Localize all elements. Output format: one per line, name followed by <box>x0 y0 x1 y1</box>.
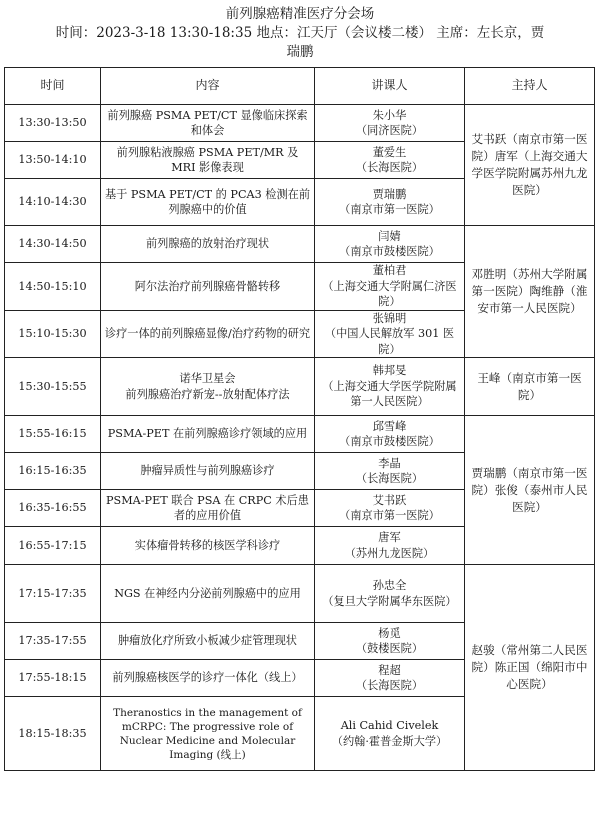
session-speaker <box>315 660 465 697</box>
speaker-name: 朱小华 <box>372 108 407 122</box>
session-info-line1: 时间：2023-3-18 13:30-18:35 地点：江天厅（会议楼二楼） 主席：左长京，贾 <box>55 25 545 41</box>
session-time: 13:30-13:50 <box>5 105 101 142</box>
speaker-affiliation: （南京市鼓楼医院） <box>339 245 440 258</box>
session-time: 14:50-15:10 <box>5 263 101 311</box>
speaker-name: 邱雪峰 <box>372 419 407 433</box>
page-title: 前列腺癌精准医疗分会场 <box>225 6 375 22</box>
session-topic: 前列腺癌的放射治疗现状 <box>101 226 315 263</box>
session-time: 15:30-15:55 <box>5 358 101 416</box>
session-speaker <box>315 697 465 771</box>
session-speaker <box>315 565 465 623</box>
table-row <box>5 565 595 623</box>
session-speaker <box>315 179 465 226</box>
speaker-name: 李晶 <box>378 456 401 470</box>
session-time: 18:15-18:35 <box>5 697 101 771</box>
session-hosts: 赵骏（常州第二人民医院）陈正国（绵阳市中心医院） <box>465 565 595 771</box>
speaker-name: 孙忠全 <box>372 579 407 592</box>
session-speaker <box>315 263 465 311</box>
session-time: 16:55-17:15 <box>5 527 101 565</box>
speaker-name: 唐军 <box>378 531 401 544</box>
session-speaker <box>315 310 465 358</box>
schedule-table <box>4 67 595 771</box>
session-time: 16:15-16:35 <box>5 453 101 490</box>
speaker-affiliation: （约翰·霍普金斯大学） <box>331 734 448 748</box>
speaker-name: 杨觅 <box>378 626 401 640</box>
speaker-affiliation: （南京市鼓楼医院） <box>339 435 440 448</box>
session-time: 15:10-15:30 <box>5 310 101 358</box>
table-header-row <box>5 68 595 105</box>
session-speaker <box>315 226 465 263</box>
session-time: 17:35-17:55 <box>5 623 101 660</box>
column-header-speaker: 讲课人 <box>315 68 465 105</box>
speaker-name: 贾瑞鹏 <box>372 187 407 201</box>
session-time: 13:50-14:10 <box>5 142 101 179</box>
session-time: 16:35-16:55 <box>5 490 101 527</box>
session-hosts: 王峰（南京市第一医院） <box>465 358 595 416</box>
session-time: 14:10-14:30 <box>5 179 101 226</box>
session-topic: 基于 PSMA PET/CT 的 PCA3 检测在前列腺癌中的价值 <box>101 179 315 226</box>
speaker-name: 韩邦旻 <box>372 364 407 378</box>
speaker-affiliation: （上海交通大学附属仁济医院） <box>322 279 457 308</box>
session-topic: 肿瘤异质性与前列腺癌诊疗 <box>101 453 315 490</box>
session-topic <box>101 358 315 416</box>
speaker-affiliation: （上海交通大学医学院附属第一人民医院） <box>322 379 457 409</box>
speaker-affiliation: （长海医院） <box>355 161 424 174</box>
schedule-body <box>5 105 595 771</box>
topic-line: 前列腺癌治疗新宠--放射配体疗法 <box>125 387 290 401</box>
session-topic: 实体瘤骨转移的核医学科诊疗 <box>101 527 315 565</box>
speaker-name: 张锦明 <box>372 311 407 325</box>
session-topic: PSMA-PET 在前列腺癌诊疗领域的应用 <box>101 416 315 453</box>
session-topic: 前列腺癌 PSMA PET/CT 显像临床探索和体会 <box>101 105 315 142</box>
speaker-name: 程超 <box>378 663 401 677</box>
speaker-affiliation: （南京市第一医院） <box>339 203 440 216</box>
table-row <box>5 105 595 142</box>
speaker-affiliation: （同济医院） <box>355 124 424 137</box>
speaker-affiliation: （长海医院） <box>355 472 424 485</box>
session-speaker <box>315 527 465 565</box>
table-row <box>5 358 595 416</box>
session-speaker <box>315 623 465 660</box>
speaker-name: 董柏君 <box>372 264 407 277</box>
session-topic: 阿尔法治疗前列腺癌骨骼转移 <box>101 263 315 311</box>
session-topic: 诊疗一体的前列腺癌显像/治疗药物的研究 <box>101 310 315 358</box>
session-time: 14:30-14:50 <box>5 226 101 263</box>
session-topic: 前列腺粘液腺癌 PSMA PET/MR 及 MRI 影像表现 <box>101 142 315 179</box>
session-speaker <box>315 490 465 527</box>
topic-line: 诺华卫星会 <box>179 372 236 385</box>
column-header-topic: 内容 <box>101 68 315 105</box>
speaker-affiliation: （南京市第一医院） <box>339 509 440 522</box>
speaker-name: 艾书跃 <box>372 493 407 507</box>
table-row <box>5 416 595 453</box>
speaker-affiliation: （复旦大学附属华东医院） <box>322 594 457 608</box>
session-time: 15:55-16:15 <box>5 416 101 453</box>
session-topic: PSMA-PET 联合 PSA 在 CRPC 术后患者的应用价值 <box>101 490 315 527</box>
session-speaker <box>315 416 465 453</box>
speaker-name: 董爱生 <box>372 145 407 159</box>
session-speaker <box>315 358 465 416</box>
session-info-line2: 瑞鹏 <box>286 44 314 60</box>
session-topic: 肿瘤放化疗所致小板减少症管理现状 <box>101 623 315 660</box>
session-time: 17:15-17:35 <box>5 565 101 623</box>
session-topic: NGS 在神经内分泌前列腺癌中的应用 <box>101 565 315 623</box>
speaker-affiliation: （中国人民解放军 301 医院） <box>324 327 455 356</box>
speaker-affiliation: （苏州九龙医院） <box>344 546 435 560</box>
session-topic: 前列腺癌核医学的诊疗一体化（线上） <box>101 660 315 697</box>
speaker-affiliation: （长海医院） <box>355 679 424 692</box>
speaker-name: 闫婧 <box>378 229 401 243</box>
column-header-time: 时间 <box>5 68 101 105</box>
speaker-affiliation: （鼓楼医院） <box>355 642 424 655</box>
table-row <box>5 226 595 263</box>
speaker-name: Ali Cahid Civelek <box>340 719 439 732</box>
session-hosts: 邓胜明（苏州大学附属第一医院）陶维静（淮安市第一人民医院） <box>465 226 595 358</box>
column-header-host: 主持人 <box>465 68 595 105</box>
session-speaker <box>315 453 465 490</box>
session-speaker <box>315 142 465 179</box>
session-hosts: 贾瑞鹏（南京市第一医院）张俊（泰州市人民医院） <box>465 416 595 565</box>
session-hosts: 艾书跃（南京市第一医院）唐军（上海交通大学医学院附属苏州九龙医院） <box>465 105 595 226</box>
session-time: 17:55-18:15 <box>5 660 101 697</box>
session-topic: Theranostics in the management of mCRPC: The progressive role of Nuclear Medicine and Molecular Imaging (线上) <box>101 697 315 771</box>
session-speaker <box>315 105 465 142</box>
